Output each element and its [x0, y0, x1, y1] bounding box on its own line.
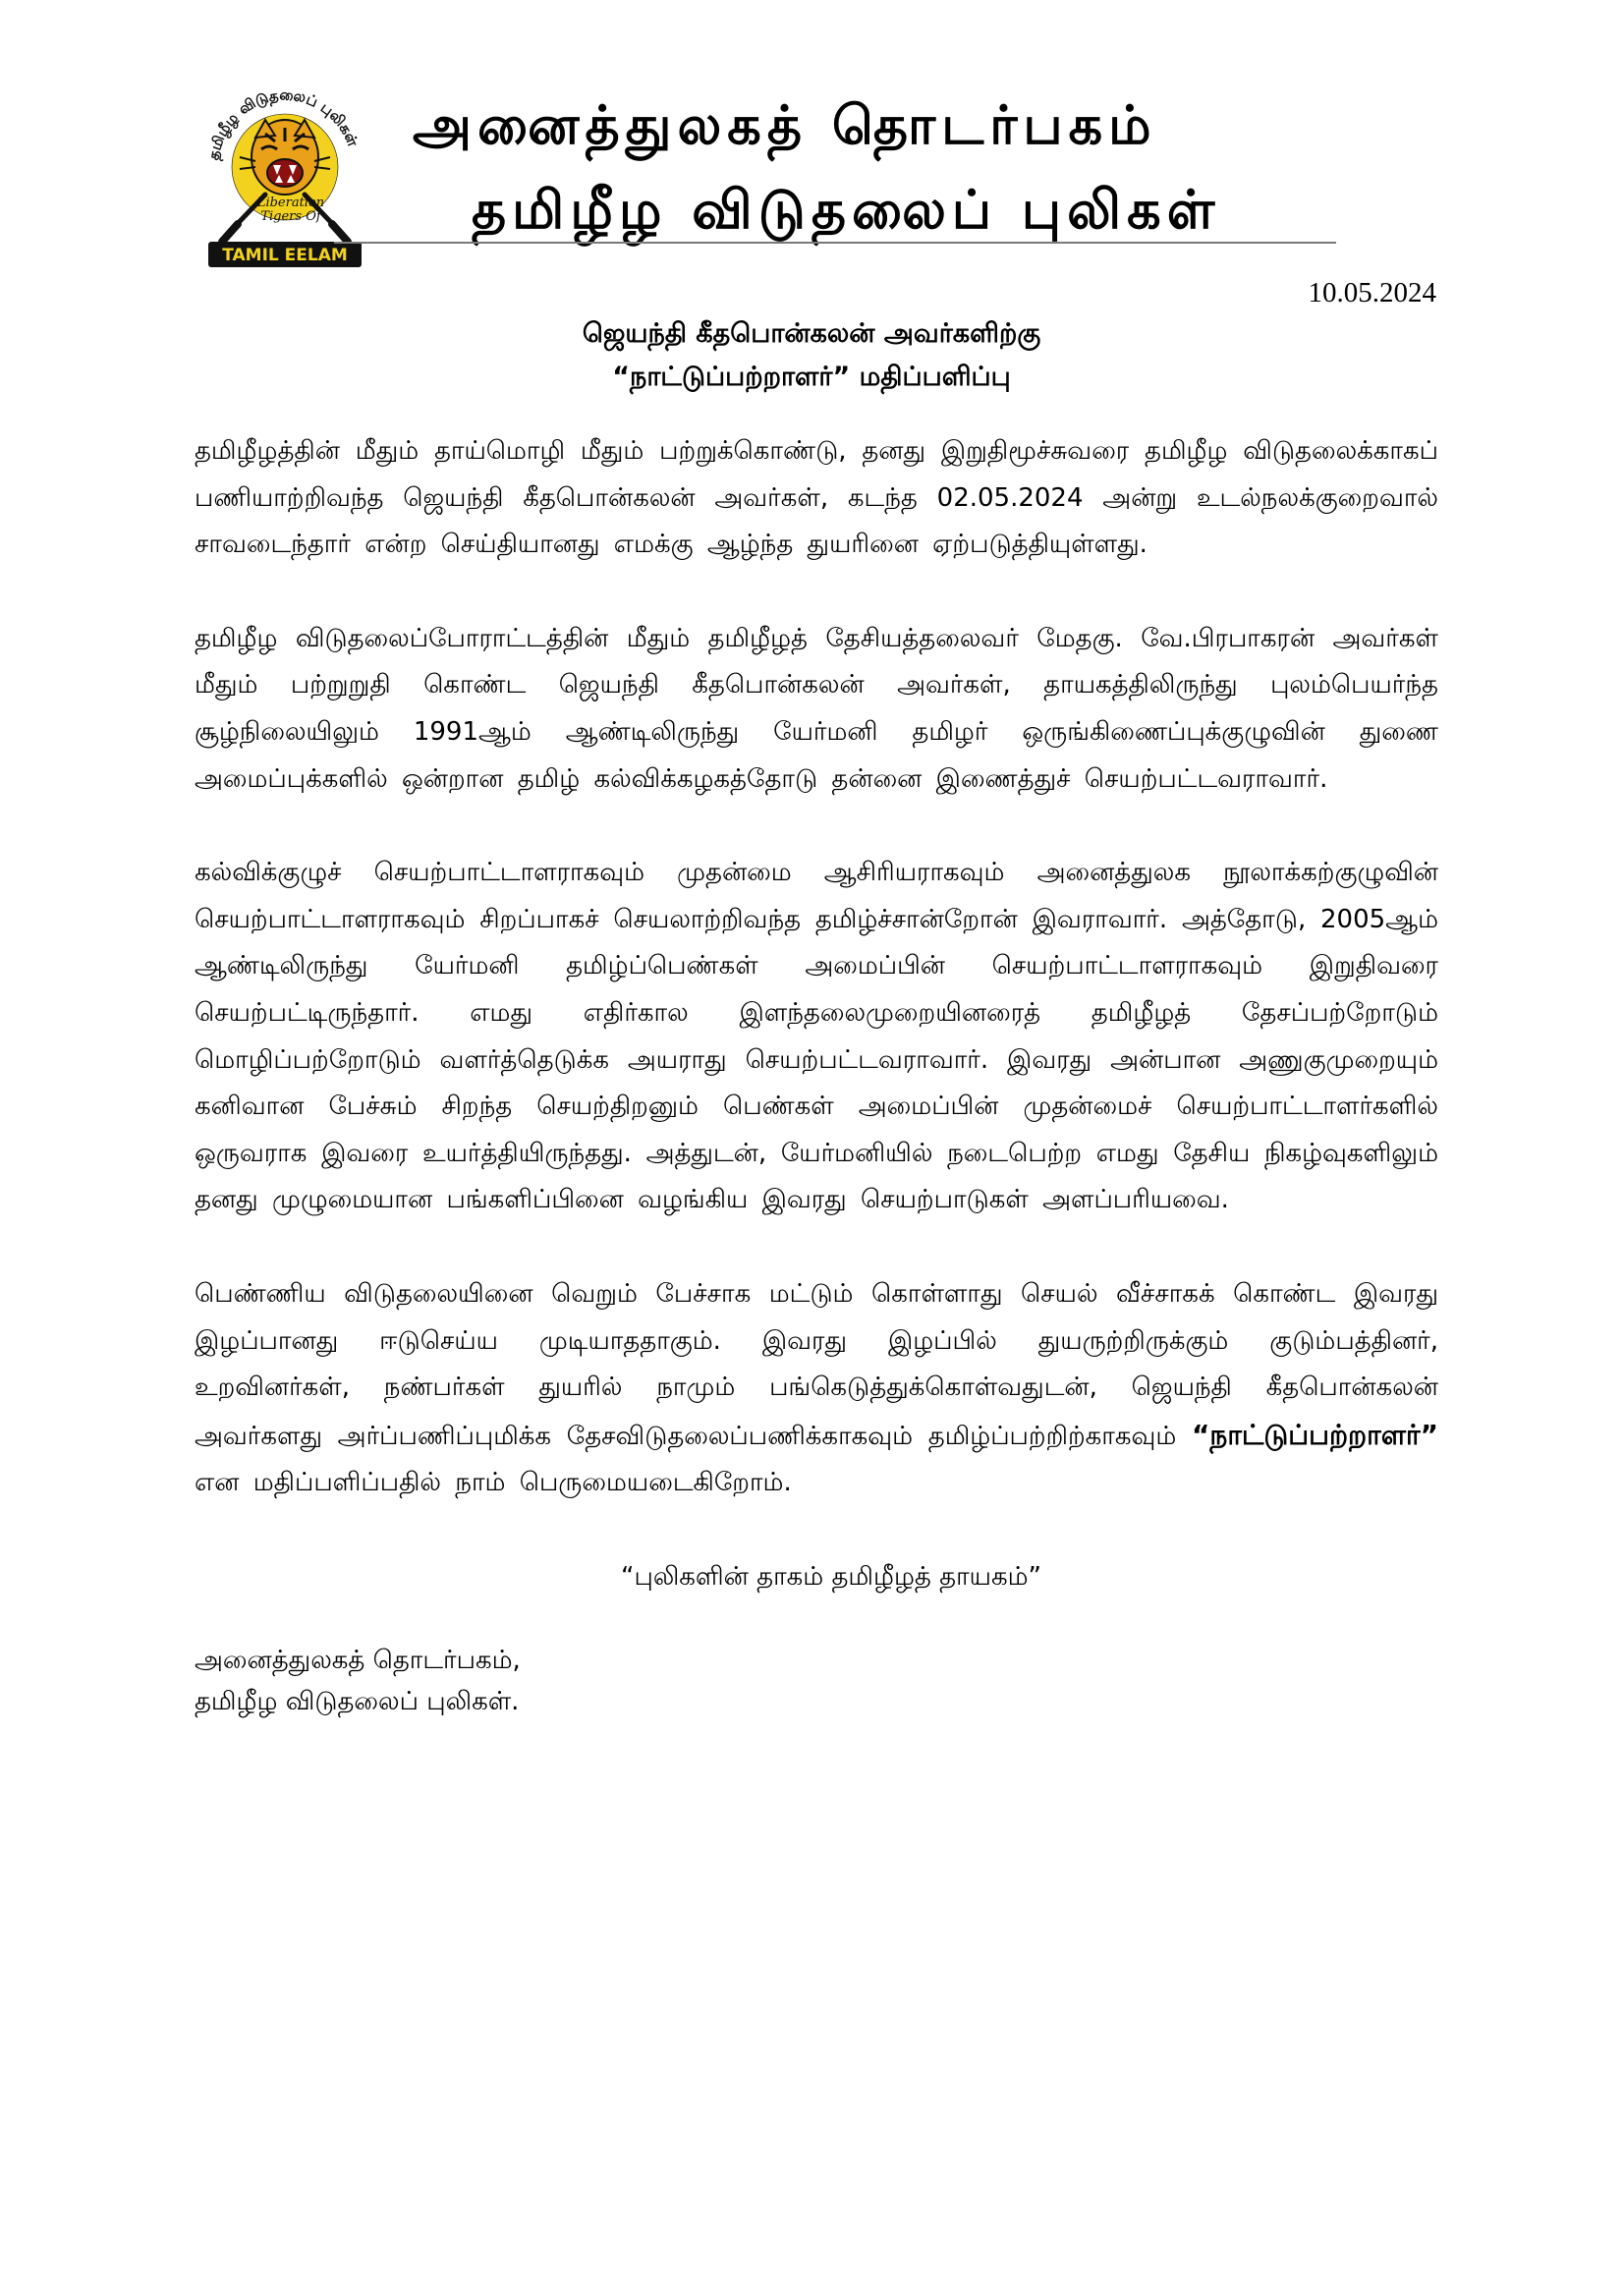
letterhead-line-1: அனைத்துலகத் தொடர்பகம் — [413, 94, 1157, 156]
signature-block — [195, 1640, 1438, 1722]
body-paragraph-1: தமிழீழத்தின் மீதும் தாய்மொழி மீதும் பற்றுக்கொண்டு, தனது இறுதிமூச்சுவரை தமிழீழ விடுதலைக்காகப் பணியாற்றிவந்த ஜெயந்தி கீதபொன்கலன் அவர்கள், கடந்த 02.05.2024 அன்று உடல்நலக்குறைவால் சாவடைந்தார் என்ற செய்தியானது எமக்கு ஆழ்ந்த துயரினை ஏற்படுத்தியுள்ளது. — [195, 436, 1438, 560]
letterhead-title — [413, 90, 1356, 246]
document-body — [195, 428, 1438, 1722]
signature-line-1: அனைத்துலகத் தொடர்பகம், — [195, 1646, 521, 1676]
body-paragraph-2: தமிழீழ விடுதலைப்போராட்டத்தின் மீதும் தமிழீழத் தேசியத்தலைவர் மேதகு. வே.பிரபாகரன் அவர்கள் மீதும் பற்றுறுதி கொண்ட ஜெயந்தி கீதபொன்கலன் அவர்கள், தாயகத்திலிருந்து புலம்பெயர்ந்த சூழ்நிலையிலும் 1991ஆம் ஆண்டிலிருந்து யேர்மனி தமிழர் ஒருங்கிணைப்புக்குழுவின் துணை அமைப்புக்களில் ஒன்றான தமிழ் கல்விக்கழகத்தோடு தன்னை இணைத்துச் செயற்பட்டவராவார். — [195, 623, 1438, 794]
title-line-1: ஜெயந்தி கீதபொன்கலன் அவர்களிற்கு — [582, 318, 1041, 349]
paragraph-4-end: என மதிப்பளிப்பதில் நாம் பெருமையடைகிறோம். — [195, 1468, 792, 1498]
emblem-banner-text: TAMIL EELAM — [222, 246, 348, 265]
paragraph-4-text: பெண்ணிய விடுதலையினை வெறும் பேச்சாக மட்டும் கொள்ளாது செயல் வீச்சாகக் கொண்ட இவரது இழப்பானது ஈடுசெய்ய முடியாததாகும். இவரது இழப்பில் துயருற்றிருக்கும் குடும்பத்தினர், உறவினர்கள், நண்பர்கள் துயரில் நாமும் பங்கெடுத்துக்கொள்வதுடன், ஜெயந்தி கீதபொன்கலன் அவர்களது அர்ப்பணிப்புமிக்க தேசவிடுதலைப்பணிக்காகவும் தமிழ்ப்பற்றிற்காகவும் — [195, 1278, 1438, 1451]
emblem-arc-text: தமிழீழ விடுதலைப் புலிகள் — [204, 85, 363, 162]
document-date: 10.05.2024 — [1308, 277, 1436, 308]
signature-line-2: தமிழீழ விடுதலைப் புலிகள். — [195, 1687, 520, 1717]
body-paragraph-3: கல்விக்குழுச் செயற்பாட்டாளராகவும் முதன்மை ஆசிரியராகவும் அனைத்துலக நூலாக்கற்குழுவின் செயற்பாட்டாளராகவும் சிறப்பாகச் செயலாற்றிவந்த தமிழ்ச்சான்றோன் இவராவார். அத்தோடு, 2005ஆம் ஆண்டிலிருந்து யேர்மனி தமிழ்ப்பெண்கள் அமைப்பின் செயற்பாட்டாளராகவும் இறுதிவரை செயற்பட்டிருந்தார். எமது எதிர்கால இளந்தலைமுறையினரைத் தமிழீழத் தேசப்பற்றோடும் மொழிப்பற்றோடும் வளர்த்தெடுக்க அயராது செயற்பட்டவராவார். இவரது அன்பான அணுகுமுறையும் கனிவான பேச்சும் சிறந்த செயற்திறனும் பெண்கள் அமைப்பின் முதன்மைச் செயற்பாட்டாளர்களில் ஒருவராக இவரை உயர்த்தியிருந்தது. அத்துடன், யேர்மனியில் நடைபெற்ற எமது தேசிய நிகழ்வுகளிலும் தனது முழுமையான பங்களிப்பினை வழங்கிய இவரது செயற்பாடுகள் அளப்பரியவை. — [195, 858, 1438, 1215]
paragraph-4-honour-title: “நாட்டுப்பற்றாளர்” — [1192, 1418, 1438, 1451]
emblem-text-tigers-of: Tigers Of — [260, 209, 321, 224]
letterhead-line-2: தமிழீழ விடுதலைப் புலிகள் — [472, 179, 1221, 241]
title-line-2: “நாட்டுப்பற்றாளர்” மதிப்பளிப்பு — [612, 362, 1011, 392]
letterhead-divider — [334, 242, 1336, 244]
closing-slogan: “புலிகளின் தாகம் தமிழீழத் தாயகம்” — [621, 1561, 1041, 1592]
document-title — [0, 312, 1623, 399]
emblem-text-liberation: Liberation — [256, 196, 325, 210]
body-paragraph-4 — [195, 1271, 1438, 1507]
